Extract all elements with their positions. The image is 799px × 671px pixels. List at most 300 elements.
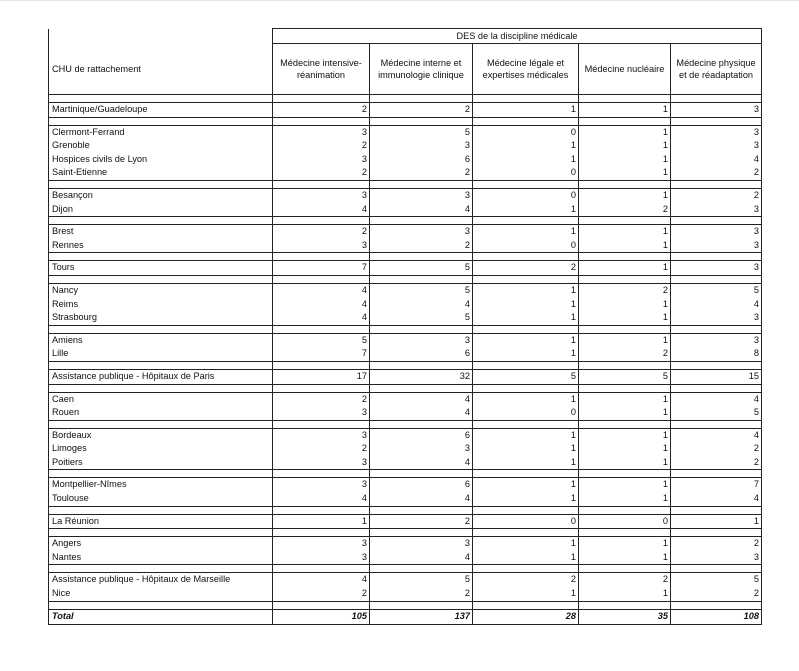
value-cell: 2 [473,261,579,276]
spacer-cell [273,506,370,514]
value-cell: 3 [273,239,370,253]
group-spacer [49,95,762,103]
value-cell: 4 [370,406,473,420]
value-cell: 15 [671,369,762,384]
value-cell: 2 [370,239,473,253]
spacer-cell [579,506,671,514]
spacer-cell [473,506,579,514]
table-row [49,166,762,180]
chu-name: Dijon [49,203,273,217]
value-cell: 3 [370,442,473,456]
value-cell: 3 [671,225,762,239]
spacer-cell [579,253,671,261]
spacer-cell [49,217,273,225]
value-cell: 0 [473,166,579,180]
spacer-cell [473,361,579,369]
value-cell: 0 [473,188,579,202]
value-cell: 4 [370,392,473,406]
value-cell: 1 [579,456,671,470]
value-cell: 3 [370,225,473,239]
chu-name: Angers [49,537,273,551]
top-divider [0,0,799,1]
value-cell: 2 [671,587,762,601]
spacer-cell [473,529,579,537]
chu-name: Amiens [49,333,273,347]
table-body [49,95,762,625]
value-cell: 7 [273,347,370,361]
spacer-cell [579,275,671,283]
table-row [49,369,762,384]
group-spacer [49,601,762,609]
value-cell: 2 [273,442,370,456]
spacer-cell [473,384,579,392]
value-cell: 1 [579,153,671,167]
value-cell: 1 [671,514,762,529]
chu-name: Strasbourg [49,311,273,325]
table-row [49,298,762,312]
spacer-cell [49,180,273,188]
value-cell: 1 [473,225,579,239]
table-row [49,573,762,587]
spacer-cell [370,95,473,103]
spacer-cell [49,506,273,514]
value-cell: 0 [473,125,579,139]
spacer-cell [49,384,273,392]
table-row [49,283,762,297]
value-cell: 3 [671,333,762,347]
spacer-cell [579,384,671,392]
spacer-cell [273,361,370,369]
table-row [49,103,762,118]
spacer-cell [473,420,579,428]
spacer-cell [49,470,273,478]
value-cell: 1 [473,492,579,506]
value-cell: 1 [473,442,579,456]
value-cell: 1 [579,239,671,253]
table-row [49,537,762,551]
spacer-cell [49,253,273,261]
table-row [49,478,762,492]
value-cell: 4 [370,551,473,565]
spacer-cell [370,253,473,261]
value-cell: 1 [473,103,579,118]
spacer-cell [273,253,370,261]
value-cell: 1 [473,478,579,492]
group-spacer [49,420,762,428]
chu-name: Poitiers [49,456,273,470]
value-cell: 3 [273,537,370,551]
chu-name: Hospices civils de Lyon [49,153,273,167]
chu-name: Martinique/Guadeloupe [49,103,273,118]
spacer-cell [671,253,762,261]
table-row [49,392,762,406]
spacer-cell [370,325,473,333]
value-cell: 3 [370,537,473,551]
spacer-cell [671,117,762,125]
group-spacer [49,361,762,369]
value-cell: 2 [473,573,579,587]
table-row [49,153,762,167]
value-cell: 5 [671,406,762,420]
value-cell: 5 [273,333,370,347]
value-cell: 3 [370,333,473,347]
value-cell: 0 [579,514,671,529]
value-cell: 3 [671,239,762,253]
spacer-cell [273,275,370,283]
des-allocation-table [48,28,762,625]
spacer-cell [671,180,762,188]
spacer-cell [273,217,370,225]
value-cell: 2 [273,587,370,601]
value-cell: 4 [273,492,370,506]
spacer-cell [273,384,370,392]
spacer-cell [671,275,762,283]
group-spacer [49,529,762,537]
value-cell: 5 [579,369,671,384]
discipline-header-row [49,29,762,44]
value-cell: 1 [579,428,671,442]
value-cell: 1 [473,347,579,361]
value-cell: 0 [473,514,579,529]
spacer-cell [49,420,273,428]
spacer-cell [579,117,671,125]
spacer-cell [473,325,579,333]
value-cell: 1 [579,166,671,180]
value-cell: 4 [671,153,762,167]
column-header: Médecine légale et expertises médicales [473,44,579,95]
value-cell: 1 [473,428,579,442]
table-row [49,587,762,601]
spacer-cell [579,217,671,225]
value-cell: 4 [370,203,473,217]
value-cell: 3 [671,125,762,139]
value-cell: 1 [579,261,671,276]
value-cell: 3 [671,139,762,153]
spacer-cell [671,529,762,537]
value-cell: 2 [273,103,370,118]
value-cell: 4 [273,573,370,587]
spacer-cell [473,565,579,573]
spacer-cell [579,361,671,369]
spacer-cell [273,117,370,125]
value-cell: 3 [273,551,370,565]
value-cell: 1 [473,153,579,167]
table-row [49,514,762,529]
chu-name: Montpellier-Nîmes [49,478,273,492]
spacer-cell [273,470,370,478]
value-cell: 4 [671,298,762,312]
group-spacer [49,117,762,125]
chu-name: Besançon [49,188,273,202]
value-cell: 7 [273,261,370,276]
value-cell: 4 [370,298,473,312]
value-cell: 3 [273,125,370,139]
chu-name: Clermont-Ferrand [49,125,273,139]
value-cell: 3 [273,406,370,420]
group-spacer [49,180,762,188]
group-spacer [49,565,762,573]
chu-name: Assistance publique - Hôpitaux de Marseille [49,573,273,587]
value-cell: 4 [671,492,762,506]
column-header: Médecine interne et immunologie clinique [370,44,473,95]
spacer-cell [473,117,579,125]
chu-name: Lille [49,347,273,361]
value-cell: 1 [473,537,579,551]
value-cell: 1 [473,456,579,470]
group-spacer [49,217,762,225]
spacer-cell [370,180,473,188]
spacer-cell [49,95,273,103]
spacer-cell [579,95,671,103]
value-cell: 17 [273,369,370,384]
chu-name: Tours [49,261,273,276]
spacer-cell [671,384,762,392]
value-cell: 1 [473,392,579,406]
spacer-cell [579,529,671,537]
total-value: 28 [473,609,579,624]
spacer-cell [370,565,473,573]
group-spacer [49,275,762,283]
spacer-cell [579,601,671,609]
value-cell: 5 [671,573,762,587]
value-cell: 1 [579,392,671,406]
spacer-cell [473,95,579,103]
value-cell: 3 [671,311,762,325]
total-value: 108 [671,609,762,624]
group-spacer [49,253,762,261]
value-cell: 1 [579,333,671,347]
value-cell: 1 [579,537,671,551]
value-cell: 1 [473,587,579,601]
value-cell: 1 [473,203,579,217]
chu-name: Nancy [49,283,273,297]
total-value: 35 [579,609,671,624]
table-row [49,225,762,239]
chu-name: Bordeaux [49,428,273,442]
column-header: Médecine intensive-réanimation [273,44,370,95]
value-cell: 3 [671,103,762,118]
value-cell: 5 [370,573,473,587]
total-label: Total [49,609,273,624]
value-cell: 2 [273,392,370,406]
value-cell: 5 [370,283,473,297]
chu-name: Saint-Etienne [49,166,273,180]
value-cell: 2 [370,166,473,180]
chu-name: La Réunion [49,514,273,529]
value-cell: 1 [579,478,671,492]
value-cell: 1 [579,311,671,325]
spacer-cell [473,470,579,478]
spacer-cell [671,95,762,103]
spacer-cell [671,217,762,225]
table-row [49,261,762,276]
value-cell: 5 [671,283,762,297]
row-label-header: CHU de rattachement [49,44,273,95]
table-row [49,551,762,565]
value-cell: 3 [273,456,370,470]
value-cell: 1 [579,551,671,565]
spacer-cell [473,275,579,283]
value-cell: 3 [273,153,370,167]
spacer-cell [671,420,762,428]
spacer-cell [671,361,762,369]
spacer-cell [49,529,273,537]
value-cell: 4 [273,311,370,325]
group-spacer [49,325,762,333]
spacer-cell [370,117,473,125]
value-cell: 6 [370,428,473,442]
value-cell: 1 [579,125,671,139]
table-row [49,188,762,202]
spacer-cell [671,506,762,514]
value-cell: 2 [671,456,762,470]
value-cell: 3 [370,139,473,153]
value-cell: 2 [579,347,671,361]
value-cell: 2 [273,166,370,180]
value-cell: 4 [671,428,762,442]
value-cell: 2 [370,587,473,601]
value-cell: 1 [473,311,579,325]
chu-name: Grenoble [49,139,273,153]
value-cell: 1 [579,298,671,312]
table-row [49,239,762,253]
value-cell: 2 [579,573,671,587]
spacer-cell [273,180,370,188]
group-spacer [49,470,762,478]
table-row [49,311,762,325]
value-cell: 2 [671,188,762,202]
chu-name: Brest [49,225,273,239]
table-row [49,347,762,361]
spacer-cell [473,601,579,609]
spacer-cell [370,529,473,537]
value-cell: 1 [273,514,370,529]
spacer-cell [49,601,273,609]
value-cell: 4 [273,283,370,297]
value-cell: 3 [671,551,762,565]
value-cell: 2 [273,225,370,239]
value-cell: 6 [370,153,473,167]
spacer-cell [49,325,273,333]
value-cell: 4 [370,492,473,506]
column-header: Médecine physique et de réadaptation [671,44,762,95]
value-cell: 5 [370,125,473,139]
chu-name: Rouen [49,406,273,420]
column-header: Médecine nucléaire [579,44,671,95]
value-cell: 2 [671,537,762,551]
spacer-cell [579,420,671,428]
spacer-cell [370,217,473,225]
value-cell: 1 [579,406,671,420]
spacer-cell [370,420,473,428]
spacer-cell [370,384,473,392]
spacer-cell [473,180,579,188]
value-cell: 2 [370,103,473,118]
chu-name: Rennes [49,239,273,253]
value-cell: 3 [370,188,473,202]
value-cell: 2 [370,514,473,529]
chu-name: Reims [49,298,273,312]
spacer-cell [671,470,762,478]
table-row [49,406,762,420]
value-cell: 2 [273,139,370,153]
table-row [49,203,762,217]
value-cell: 5 [370,311,473,325]
table-row [49,125,762,139]
table-row [49,139,762,153]
spacer-cell [49,565,273,573]
value-cell: 6 [370,478,473,492]
spacer-cell [579,470,671,478]
spacer-cell [370,361,473,369]
value-cell: 1 [579,139,671,153]
table-row [49,333,762,347]
chu-name: Toulouse [49,492,273,506]
value-cell: 0 [473,239,579,253]
value-cell: 32 [370,369,473,384]
value-cell: 1 [579,492,671,506]
value-cell: 1 [473,551,579,565]
spacer-cell [273,325,370,333]
value-cell: 3 [273,188,370,202]
spacer-cell [49,275,273,283]
value-cell: 5 [370,261,473,276]
value-cell: 1 [579,442,671,456]
spacer-cell [273,420,370,428]
value-cell: 7 [671,478,762,492]
spacer-cell [273,529,370,537]
value-cell: 1 [473,333,579,347]
value-cell: 1 [579,225,671,239]
chu-name: Assistance publique - Hôpitaux de Paris [49,369,273,384]
group-spacer [49,506,762,514]
spacer-cell [579,325,671,333]
chu-name: Nantes [49,551,273,565]
value-cell: 2 [579,283,671,297]
chu-name: Nice [49,587,273,601]
value-cell: 2 [671,166,762,180]
value-cell: 1 [579,188,671,202]
spacer-cell [273,601,370,609]
value-cell: 6 [370,347,473,361]
spacer-cell [473,253,579,261]
value-cell: 3 [273,478,370,492]
value-cell: 4 [370,456,473,470]
value-cell: 1 [473,283,579,297]
spacer-cell [579,565,671,573]
value-cell: 4 [273,298,370,312]
group-spacer [49,384,762,392]
spacer-cell [370,470,473,478]
total-value: 137 [370,609,473,624]
total-row [49,609,762,624]
spacer-cell [49,361,273,369]
spacer-cell [273,565,370,573]
chu-name: Caen [49,392,273,406]
value-cell: 2 [671,442,762,456]
header-corner [49,29,273,44]
spacer-cell [579,180,671,188]
spacer-cell [273,95,370,103]
value-cell: 4 [273,203,370,217]
value-cell: 1 [473,298,579,312]
value-cell: 4 [671,392,762,406]
chu-name: Limoges [49,442,273,456]
table-row [49,492,762,506]
table-row [49,428,762,442]
value-cell: 0 [473,406,579,420]
value-cell: 8 [671,347,762,361]
